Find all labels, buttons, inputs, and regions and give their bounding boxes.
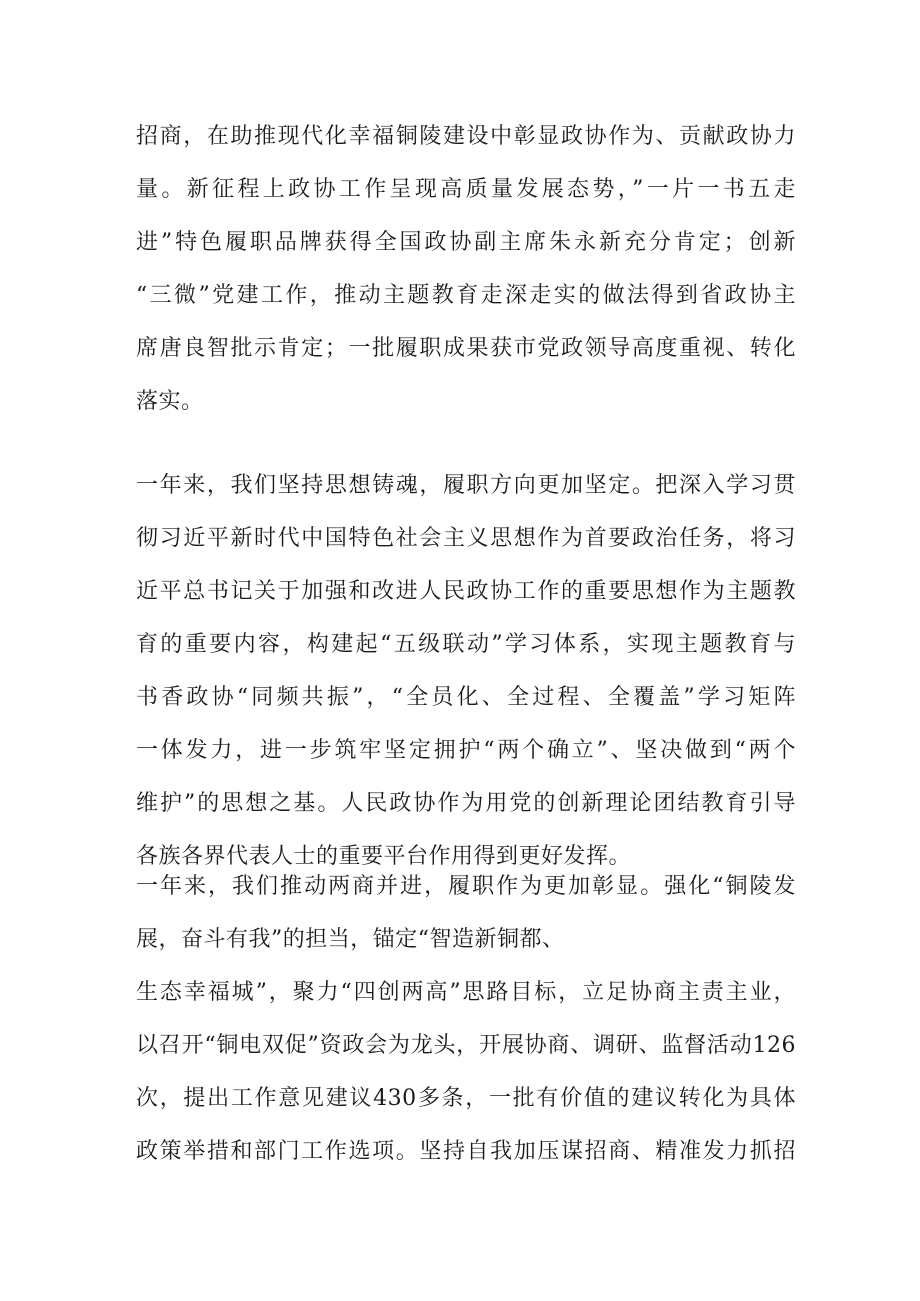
text-line: 展，奋斗有我”的担当，锚定“智造新铜都、 xyxy=(136,927,565,952)
text-line: 各族各界代表人士的重要平台作用得到更好发挥。 xyxy=(136,844,632,869)
text-line: 以召开“铜电双促”资政会为龙头，开展协商、调研、监督活动126 xyxy=(136,1033,796,1058)
text-line: 一体发力，进一步筑牢坚定拥护“两个确立”、坚决做到“两个 xyxy=(136,738,796,763)
text-line: 书香政协“同频共振”，“全员化、全过程、全覆盖”学习矩阵 xyxy=(136,685,796,710)
text-line: 一年来，我们推动两商并进，履职作为更加彰显。强化“铜陵发 xyxy=(136,874,796,899)
text-line: 彻习近平新时代中国特色社会主义思想作为首要政治任务，将习 xyxy=(136,526,796,551)
text-line: 育的重要内容，构建起“五级联动”学习体系，实现主题教育与 xyxy=(136,632,796,657)
text-line: 席唐良智批示肯定；一批履职成果获市党政领导高度重视、转化 xyxy=(136,336,796,361)
paragraph-1 xyxy=(136,110,796,428)
text-line: 进”特色履职品牌获得全国政协副主席朱永新充分肯定；创新 xyxy=(136,230,796,255)
text-line: 生态幸福城”，聚力“四创两高”思路目标，立足协商主责主业， xyxy=(136,980,796,1005)
paragraph-3 xyxy=(136,860,796,1178)
text-line: “三微”党建工作，推动主题教育走深走实的做法得到省政协主 xyxy=(136,283,796,308)
text-line: 招商，在助推现代化幸福铜陵建设中彰显政协作为、贡献政协力 xyxy=(136,124,796,149)
text-line: 次，提出工作意见建议430多条，一批有价值的建议转化为具体 xyxy=(136,1086,796,1111)
text-line: 维护”的思想之基。人民政协作为用党的创新理论团结教育引导 xyxy=(136,791,796,816)
text-line: 近平总书记关于加强和改进人民政协工作的重要思想作为主题教 xyxy=(136,579,796,604)
text-line: 一年来，我们坚持思想铸魂，履职方向更加坚定。把深入学习贯 xyxy=(136,473,796,498)
paragraph-2 xyxy=(136,459,796,883)
text-line: 政策举措和部门工作选项。坚持自我加压谋招商、精准发力抓招 xyxy=(136,1139,796,1164)
text-line: 量。新征程上政协工作呈现高质量发展态势，”一片一书五走 xyxy=(136,177,796,202)
text-line: 落实。 xyxy=(136,389,204,414)
